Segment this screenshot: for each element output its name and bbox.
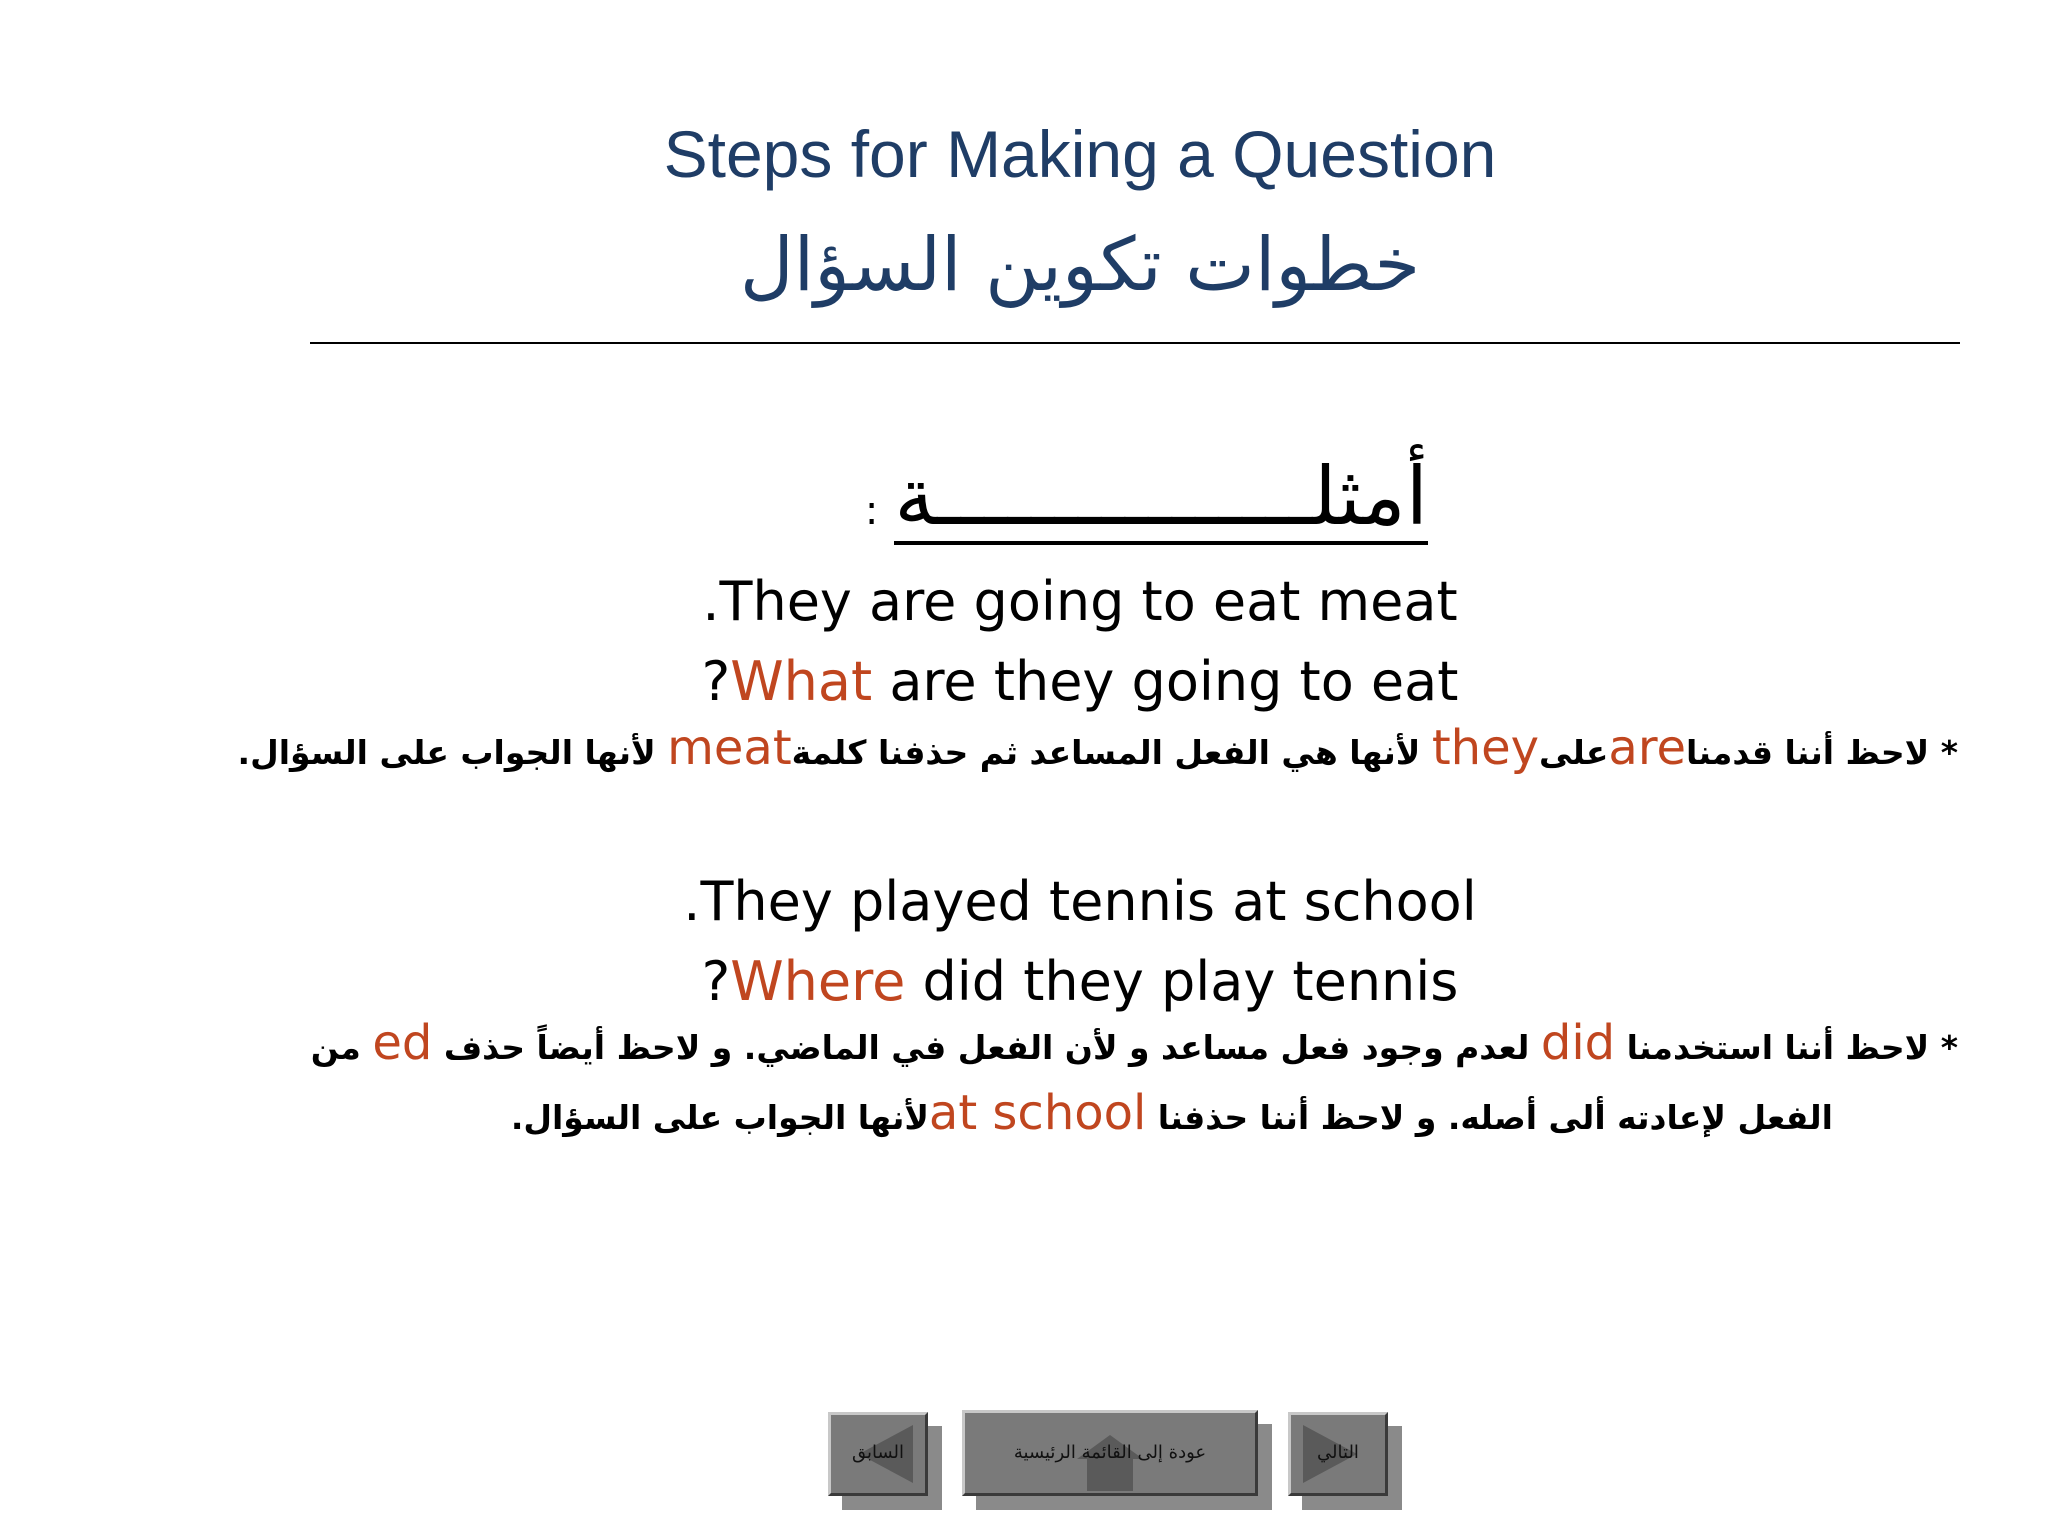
page-title-arabic: خطوات تكوين السؤال bbox=[739, 222, 1421, 308]
example1-note-start: * لاحظ أننا قدمنا bbox=[1686, 733, 1958, 772]
example2-question bbox=[0, 950, 2048, 1013]
title-divider bbox=[310, 342, 1960, 344]
example2-note2-end: لأنها الجواب على السؤال. bbox=[510, 1098, 929, 1137]
examples-heading bbox=[865, 450, 1428, 545]
previous-button-label: السابق bbox=[851, 1442, 905, 1463]
example1-note-are: are bbox=[1608, 720, 1687, 776]
example1-note-ala: على bbox=[1539, 733, 1609, 772]
example1-question-word: What bbox=[730, 650, 873, 713]
example1-question-mark: ? bbox=[701, 650, 731, 713]
example1-note-they: they bbox=[1431, 720, 1540, 776]
next-button-label: التالي bbox=[1317, 1442, 1359, 1463]
example2-question-mark: ? bbox=[701, 950, 731, 1013]
example2-question-word: Where bbox=[730, 950, 906, 1013]
page-title-english: Steps for Making a Question bbox=[663, 117, 1497, 191]
home-button-label: عودة إلى القائمة الرئيسية bbox=[1013, 1442, 1207, 1463]
example2-note1-end: من bbox=[310, 1028, 373, 1067]
example2-question-rest: did they play tennis bbox=[905, 950, 1459, 1013]
example1-question bbox=[0, 650, 2048, 713]
previous-button[interactable] bbox=[828, 1412, 948, 1512]
example2-note1-ed: ed bbox=[372, 1015, 433, 1071]
example2-note1-start: * لاحظ أننا استخدمنا bbox=[1615, 1028, 1958, 1067]
example1-note-end: لأنها الجواب على السؤال. bbox=[237, 733, 668, 772]
example2-note-line1 bbox=[311, 1015, 1958, 1071]
example1-question-rest: are they going to eat bbox=[872, 650, 1459, 713]
example2-sentence: .They played tennis at school bbox=[683, 870, 1477, 933]
example2-note2-start: الفعل لإعادته ألى أصله. و لاحظ أننا حذفنا bbox=[1146, 1098, 1833, 1137]
next-button[interactable] bbox=[1288, 1412, 1408, 1512]
example1-sentence: .They are going to eat meat bbox=[702, 570, 1458, 633]
home-button[interactable] bbox=[962, 1410, 1282, 1514]
example1-note-meat: meat bbox=[667, 720, 792, 776]
example2-note-line2 bbox=[511, 1085, 1833, 1141]
example2-note2-at-school: at school bbox=[928, 1085, 1147, 1141]
example2-note1-did: did bbox=[1540, 1015, 1616, 1071]
examples-heading-colon: : bbox=[864, 488, 879, 534]
example1-note-mid: لأنها هي الفعل المساعد ثم حذفنا كلمة bbox=[791, 733, 1432, 772]
example1-note bbox=[238, 720, 1958, 776]
example2-note1-mid: لعدم وجود فعل مساعد و لأن الفعل في الماضي. و لاحظ أيضاً حذف bbox=[432, 1028, 1541, 1067]
examples-heading-word: أمثلــــــــــــــــة bbox=[894, 450, 1428, 543]
